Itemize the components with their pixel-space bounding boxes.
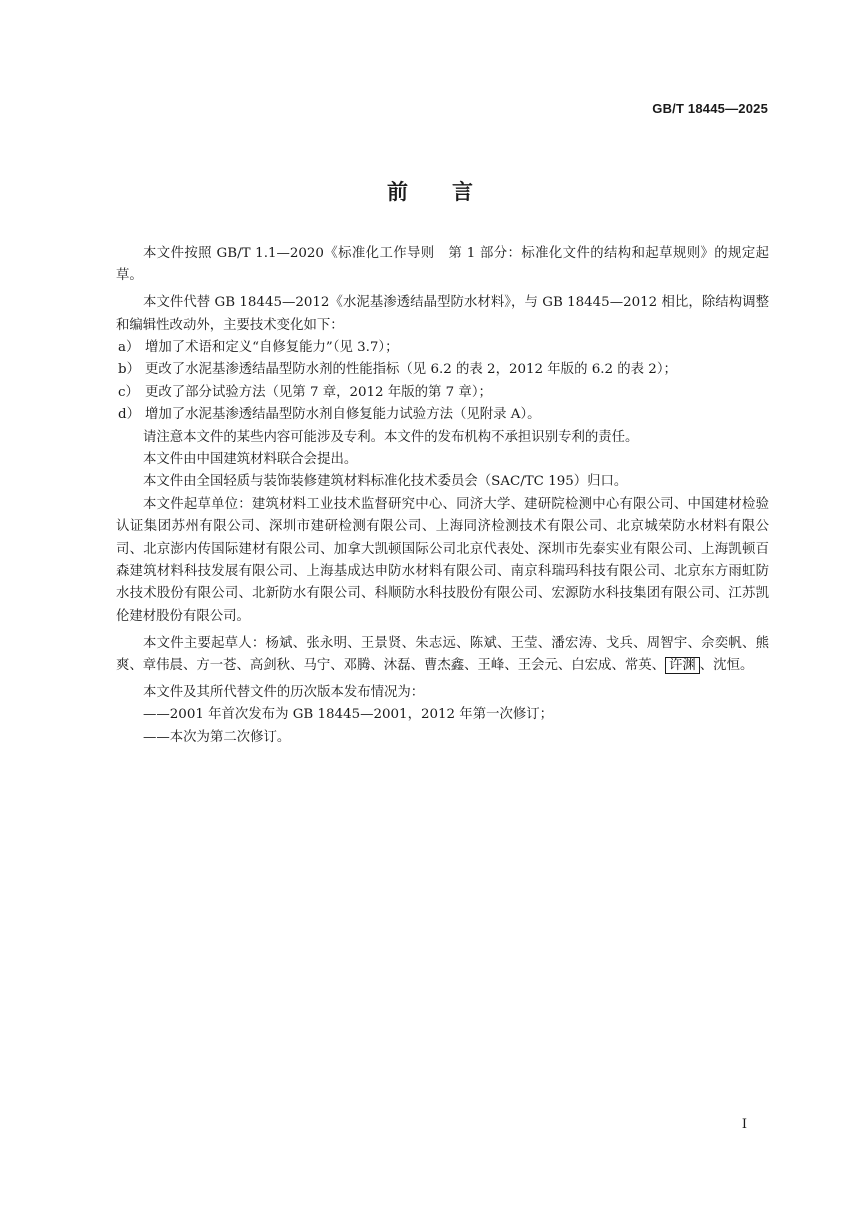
patent-notice: 请注意本文件的某些内容可能涉及专利。本文件的发布机构不承担识别专利的责任。 [143, 429, 639, 445]
list-item [116, 382, 769, 404]
foreword-content [116, 243, 769, 749]
list-marker: d） [118, 407, 140, 423]
drafting-units: 本文件起草单位：建筑材料工业技术监督研究中心、同济大学、建研院检测中心有限公司、中国建材检验认证集团苏州有限公司、深圳市建研检测有限公司、上海同济检测技术有限公司、北京城荣防水材料有限公司、北京澎内传国际建材有限公司、加拿大凯顿国际公司北京代表处、深圳市先泰实业有限公司、上海凯顿百森建筑材料科技发展有限公司、上海基成达申防水材料有限公司、南京科瑞玛科技有限公司、北京东方雨虹防水技术股份有限公司、北新防水有限公司、科顺防水科技股份有限公司、宏源防水科技集团有限公司、江苏凯伦建材股份有限公司。 [116, 496, 769, 624]
history-intro: 本文件及其所代替文件的历次版本发布情况为： [143, 684, 425, 700]
list-marker: b） [118, 362, 140, 378]
list-item-text: 增加了术语和定义“自修复能力”（见 3.7）； [145, 340, 399, 356]
highlighted-name: 许渊 [665, 657, 700, 674]
proposed-by: 本文件由中国建筑材料联合会提出。 [143, 452, 358, 468]
technical-changes-list [116, 337, 769, 427]
replacement-paragraph: 本文件代替 GB 18445—2012《水泥基渗透结晶型防水材料》，与 GB 18445—2012 相比，除结构调整和编辑性改动外，主要技术变化如下： [116, 295, 769, 333]
list-item-text: 更改了部分试验方法（见第 7 章，2012 年版的第 7 章）； [145, 384, 492, 400]
list-item [116, 404, 769, 426]
history-item: ——2001 年首次发布为 GB 18445—2001，2012 年第一次修订； [143, 707, 554, 723]
managed-by: 本文件由全国轻质与装饰装修建筑材料标准化技术委员会（SAC/TC 195）归口。 [143, 474, 628, 490]
standard-code-header: GB/T 18445—2025 [652, 101, 768, 116]
list-item [116, 359, 769, 381]
page-title: 前言 [387, 180, 517, 204]
history-item: ——本次为第二次修订。 [143, 729, 291, 745]
list-item-text: 增加了水泥基渗透结晶型防水剂自修复能力试验方法（见附录 A）。 [145, 407, 541, 423]
list-marker: c） [118, 384, 139, 400]
drafting-rule-paragraph: 本文件按照 GB/T 1.1—2020《标准化工作导则 第 1 部分：标准化文件的结构和起草规则》的规定起草。 [116, 246, 769, 284]
page-number: Ⅰ [741, 1117, 747, 1132]
drafters-text-end: 、沈恒。 [699, 658, 754, 674]
drafters [116, 633, 769, 678]
drafters-text: 本文件主要起草人：杨斌、张永明、王景贤、朱志远、陈斌、王莹、潘宏涛、戈兵、周智宇、佘奕帆、熊爽、章伟晨、方一苍、高剑秋、马宁、邓腾、沐磊、曹杰鑫、王峰、王会元、白宏成、常英、 [116, 635, 769, 674]
list-marker: a） [118, 340, 140, 356]
list-item-text: 更改了水泥基渗透结晶型防水剂的性能指标（见 6.2 的表 2，2012 年版的 6.2 的表 2）； [145, 362, 677, 378]
list-item [116, 337, 769, 359]
